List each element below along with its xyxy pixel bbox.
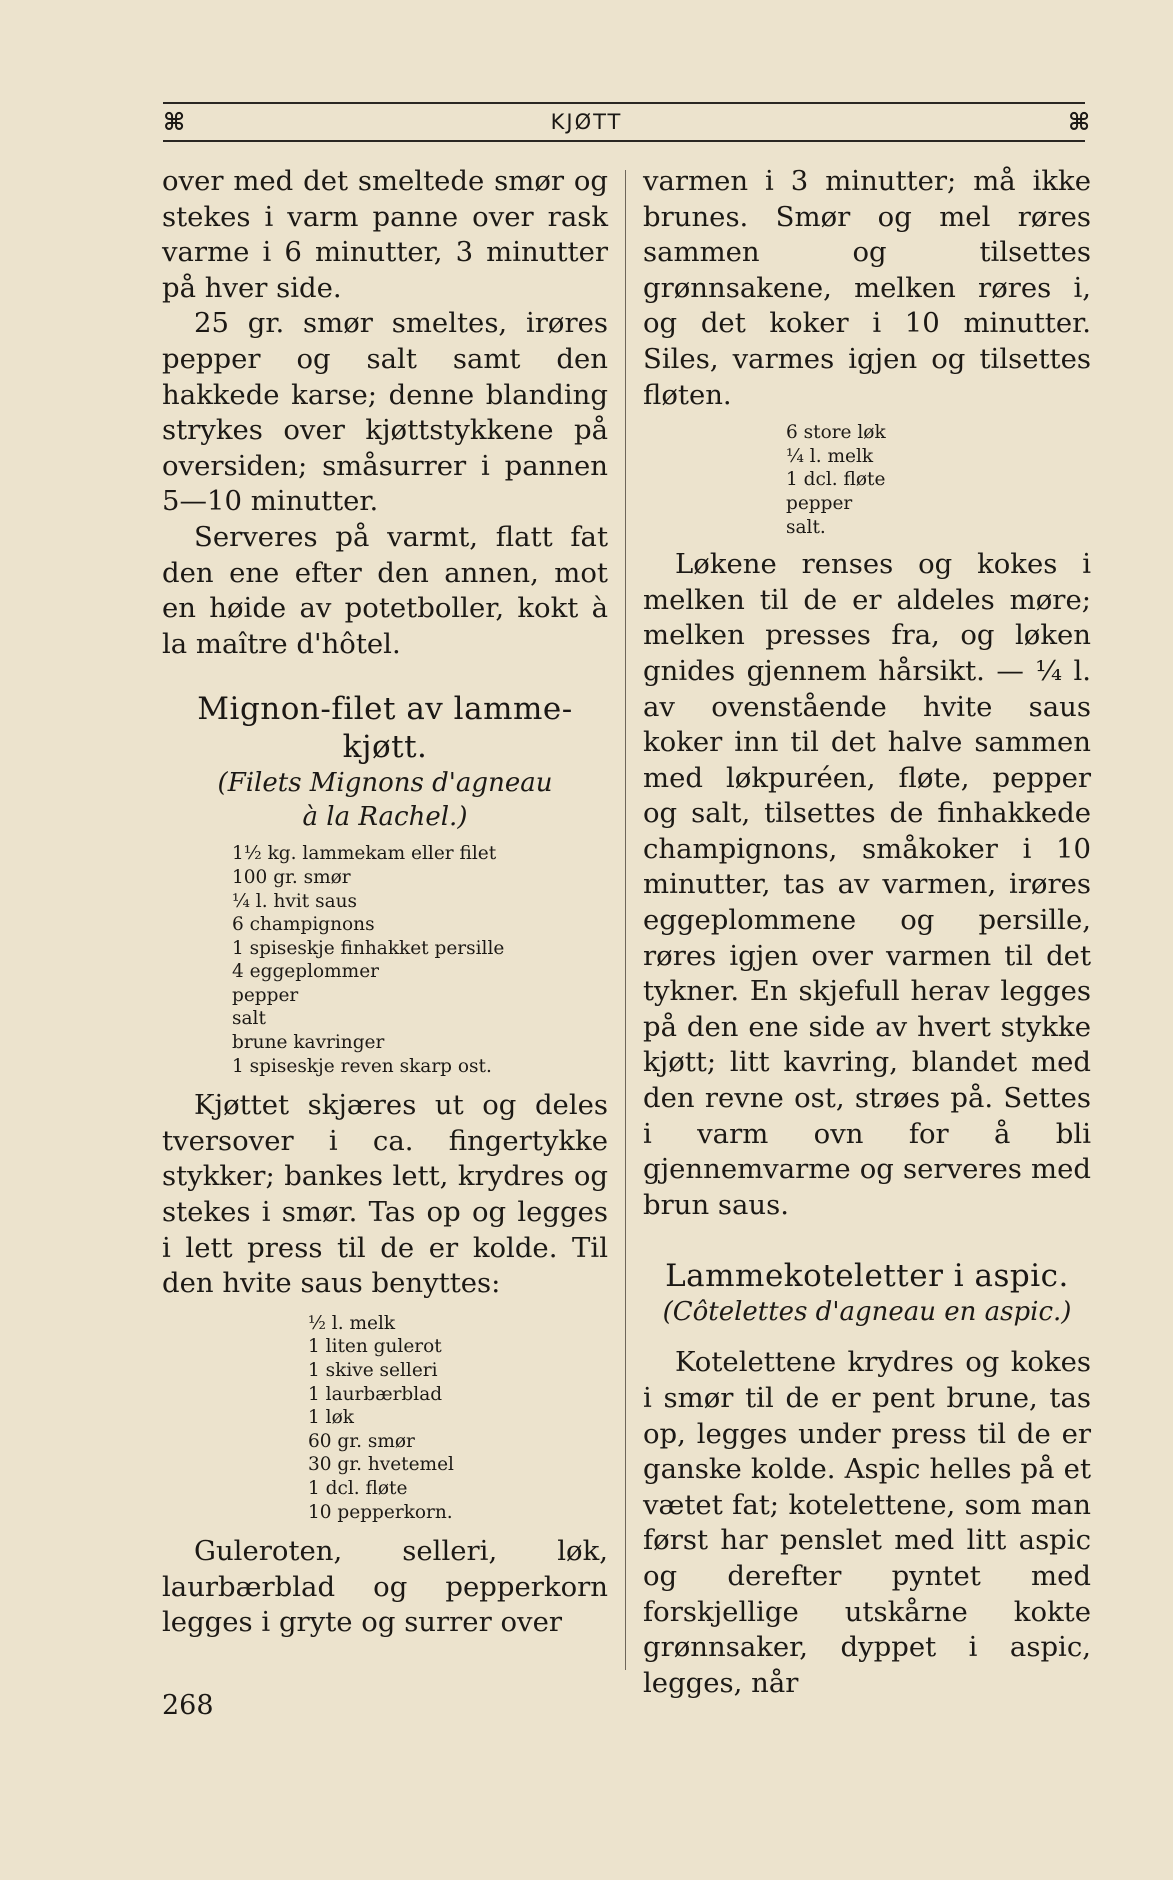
header-rule-top xyxy=(163,102,1085,104)
left-paragraph-1: over med det smeltede smør og stekes i varm panne over rask varme i 6 minutter, 3 minutter på hver side. xyxy=(162,165,608,304)
ingredient-item: 30 gr. hvetemel xyxy=(308,1454,454,1476)
left-column xyxy=(162,164,608,1641)
running-header-title: KJØTT xyxy=(550,110,623,134)
page-number: 268 xyxy=(162,1690,214,1721)
recipe-heading-aspic: Lammekoteletter i aspic. xyxy=(665,1258,1069,1295)
ingredient-list-onion xyxy=(786,421,1091,539)
ingredient-item: 100 gr. smør xyxy=(232,866,351,888)
ingredient-item: 1 liten gulerot xyxy=(308,1336,442,1358)
ingredient-item: ½ l. melk xyxy=(308,1312,396,1334)
right-column xyxy=(643,164,1091,1701)
ingredient-item: 60 gr. smør xyxy=(308,1430,415,1452)
recipe-subheading-aspic: (Côtelettes d'agneau en aspic.) xyxy=(662,1297,1072,1328)
ingredient-item: 6 store løk xyxy=(786,422,886,444)
ingredient-item: ¼ l. melk xyxy=(786,445,874,467)
recipe-subheading-mignon-line1: (Filets Mignons d'agneau xyxy=(217,768,553,799)
right-paragraph-2: Løkene renses og kokes i melken til de er aldeles møre; melken presses fra, og løken gnides gjennem hårsikt. — ¼ l. av ovenstående hvite saus koker inn til det halve sammen med løkpuréen, fløte, pepper og salt, tilsettes de finhakkede champignons, småkoker i 10 minutter, tas av varmen, irøres eggeplommene og persille, røres igjen over varmen til det tykner. En skjefull herav legges på den ene side av hvert stykke kjøtt; litt kavring, blandet med den revne ost, strøes på. Settes i varm ovn for å bli gjennemvarme og serveres med brun saus. xyxy=(643,548,1091,1221)
ingredient-item: 1 dcl. fløte xyxy=(308,1477,408,1499)
ingredient-item: 4 eggeplommer xyxy=(232,961,380,983)
right-paragraph-1: varmen i 3 minutter; må ikke brunes. Smør og mel røres sammen og tilsettes grønnsakene, melken røres i, og det koker i 10 minutter. Siles, varmes igjen og tilsettes fløten. xyxy=(643,165,1091,411)
ingredient-item: 1 spiseskje reven skarp ost. xyxy=(232,1055,492,1077)
ingredient-item: 1 løk xyxy=(308,1407,354,1429)
header-rule-bottom xyxy=(163,140,1085,142)
ingredient-item: ¼ l. hvit saus xyxy=(232,890,358,912)
ingredient-item: 10 pepperkorn. xyxy=(308,1501,453,1523)
column-divider xyxy=(625,170,626,1670)
ingredient-list-white-sauce xyxy=(308,1312,608,1524)
ingredient-item: salt xyxy=(232,1008,266,1030)
left-paragraph-4: Kjøttet skjæres ut og deles tversover i ca. fingertykke stykker; bankes lett, krydres og stekes i smør. Tas op og legges i lett press til de er kolde. Til den hvite saus benyttes: xyxy=(162,1089,608,1300)
ingredient-item: brune kavringer xyxy=(232,1032,385,1054)
recipe-heading-mignon-line1: Mignon-filet av lamme- xyxy=(197,691,573,728)
ingredient-item: salt. xyxy=(786,516,826,538)
ingredient-item: 1 skive selleri xyxy=(308,1360,438,1381)
ingredient-item: 1 spiseskje finhakket persille xyxy=(232,937,505,959)
ingredient-item: 1 dcl. fløte xyxy=(786,469,886,491)
right-paragraph-3: Kotelettene krydres og kokes i smør til de er pent brune, tas op, legges under press til de er ganske kolde. Aspic helles på et vætet fat; kotelettene, som man først har penslet med litt aspic og derefter pyntet med forskjellige utskårne kokte grønnsaker, dyppet i aspic, legges, når xyxy=(643,1346,1091,1699)
left-paragraph-3: Serveres på varmt, flatt fat den ene efter den annen, mot en høide av potetboller, kokt à la maître d'hôtel. xyxy=(162,520,608,660)
left-paragraph-2: 25 gr. smør smeltes, irøres pepper og salt samt den hakkede karse; denne blanding strykes over kjøttstykkene på oversiden; småsurrer i pannen 5—10 minutter. xyxy=(162,307,608,518)
ingredient-list-mignon xyxy=(232,842,608,1078)
ingredient-item: 1 laurbærblad xyxy=(308,1383,443,1405)
header-ornament-right: ⌘ xyxy=(1068,108,1091,136)
ingredient-item: 6 champignons xyxy=(232,914,375,936)
header-ornament-left: ⌘ xyxy=(163,108,186,136)
left-paragraph-5: Guleroten, selleri, løk, laurbærblad og pepperkorn legges i gryte og surrer over xyxy=(162,1535,608,1639)
ingredient-item: pepper xyxy=(786,492,853,514)
ingredient-item: pepper xyxy=(232,984,299,1006)
ingredient-item: 1½ kg. lammekam eller filet xyxy=(232,843,497,865)
recipe-subheading-mignon-line2: à la Rachel.) xyxy=(302,802,468,833)
recipe-heading-mignon-line2: kjøtt. xyxy=(342,729,428,766)
